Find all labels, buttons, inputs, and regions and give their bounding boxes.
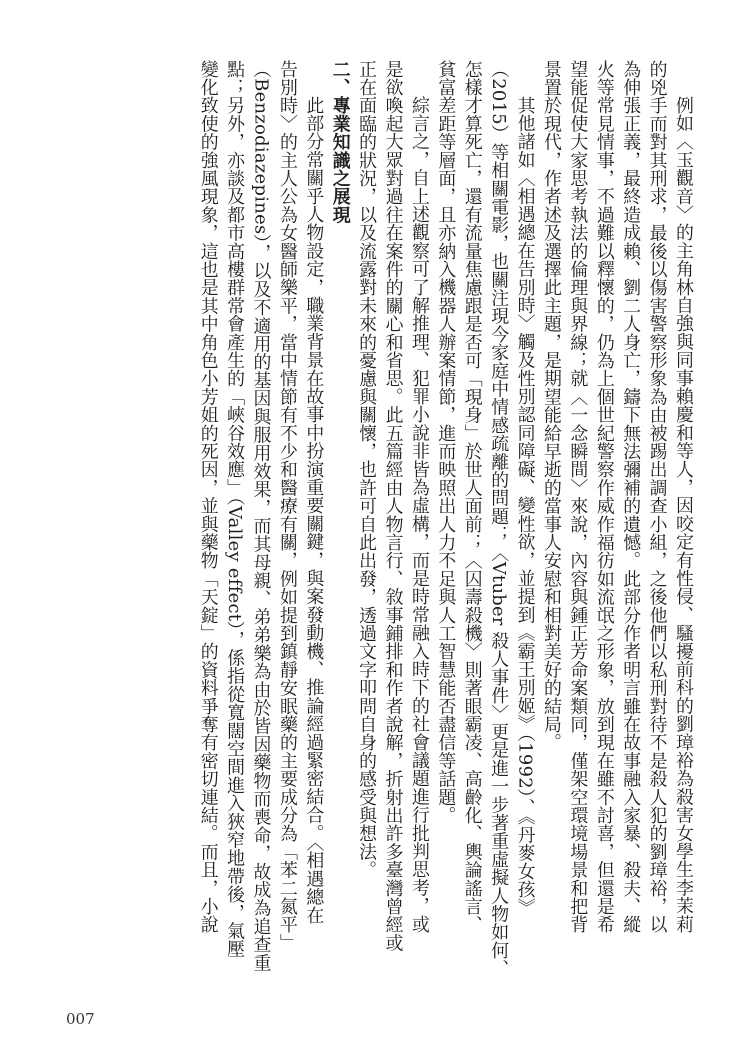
text-column: （Benzodiazepines），以及不適用的基因與服用效果，而其母親、弟弟樂為由於皆因藥物而喪命，故成為追查重: [250, 60, 272, 972]
text-column: 怎樣才算死亡，還有流量焦慮跟是否可「現身」於世人面前；〈囚壽殺機〉則著眼霸凌、高齡化、輿論謠言、: [461, 60, 483, 934]
text-column: 是欲喚起大眾對過往在案件的關心和省思。此五篇經由人物言行、敘事鋪排和作者說解，折射出許多臺灣曾經或: [382, 60, 404, 952]
text-column: 望能促使大家思考執法的倫理與界線；就〈一念瞬間〉來說，內容與鍾正芳命案類同，僅架空環境場景和把背: [567, 60, 589, 934]
section-heading: 二、專業知識之展現: [329, 60, 351, 224]
text-column: 綜言之，自上述觀察可了解推理、犯罪小說非皆為虛構，而是時常融入時下的社會議題進行批判思考，或: [408, 95, 430, 933]
vertical-text-body: [194, 60, 696, 978]
text-column: 例如〈玉觀音〉的主角林自強與同事賴慶和等人，因咬定有性侵、騷擾前科的劉璋裕為殺害女學生李茉莉: [673, 95, 694, 933]
text-column: 貧富差距等層面，且亦納入機器人辦案情節，進而映照出人力不足與人工智慧能否盡信等話題。: [435, 60, 457, 825]
text-column: 變化致使的強風現象，這也是其中角色小芳姐的死因，並與藥物「天錠」的資料爭奪有密切連結。而且，小說: [197, 60, 219, 934]
text-column: 為伸張正義，最終造成賴、劉二人身亡，鑄下無法彌補的遺憾。此部分作者明言雖在故事融入家暴、殺夫、縱: [620, 60, 642, 934]
text-column: 點；另外，亦談及都市高樓群常會產生的「峽谷效應」（Valley effect），係指從寬闊空間進入狹窄地帶後，氣壓: [224, 60, 246, 959]
text-column: 此部分常關乎人物設定，職業背景在故事中扮演重要關鍵，與案發動機、推論經過緊密結合。〈相遇總在: [303, 95, 325, 925]
text-column: 火等常見情事，不過難以釋懷的，仍為上個世紀警察作威作福彷如流氓之形象，放到現在雖不討喜，但還是希: [593, 60, 615, 934]
page-number: 007: [66, 1010, 95, 1028]
text-column: 其他諸如〈相遇總在告別時〉觸及性別認同障礙、變性欲，並提到《霸王別姬》（1992）、《丹麥女孩》: [514, 95, 536, 917]
text-column: 告別時〉的主人公為女醫師樂平，當中情節有不少和醫療有關，例如提到鎮靜安眠藥的主要成分為「苯二氮平」: [276, 60, 298, 952]
text-column: 正在面臨的狀況，以及流露對未來的憂慮與關懷，也許可自此出發，透過文字叩問自身的感受與想法。: [356, 60, 378, 879]
text-column: 景置於現代，作者述及選擇此主題，是期望能給早逝的當事人安慰和相對美好的結局。: [540, 60, 562, 752]
text-column: （2015）等相關電影，也關注現今家庭中情感疏離的問題；〈Vtuber 殺人事件〉更是進一步著重虛擬人物如何、: [488, 60, 510, 978]
text-column: 的兇手而對其刑求，最後以傷害警察形象為由被踢出調查小組，之後他們以私刑對待不是殺人犯的劉璋裕，以: [646, 60, 668, 934]
